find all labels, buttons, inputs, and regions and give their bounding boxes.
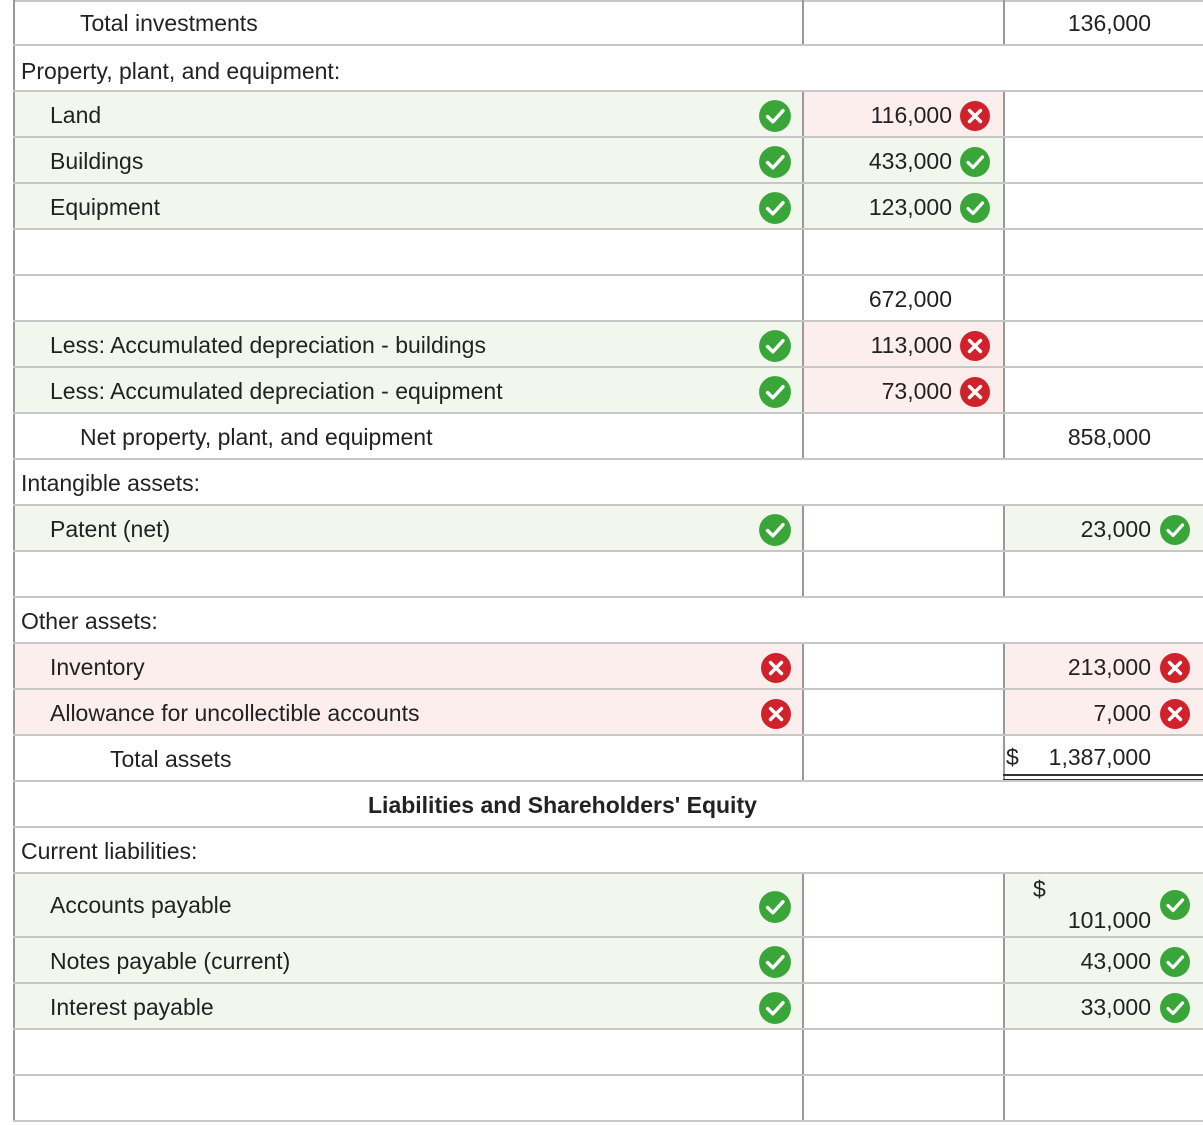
blank-row [13, 1030, 1203, 1076]
patent-total: 23,000 [1080, 516, 1151, 542]
patent-amount-cell[interactable] [802, 506, 1003, 552]
blank-row [13, 230, 1203, 276]
interest-payable-total: 33,000 [1080, 994, 1151, 1020]
blank-label-cell[interactable] [13, 552, 802, 598]
inventory-total: 213,000 [1067, 654, 1151, 680]
total-assets-total: 1,387,000 [1048, 744, 1151, 770]
land-amount: 116,000 [870, 102, 952, 128]
total-rule [1003, 1120, 1203, 1122]
blank-label-cell[interactable] [13, 230, 802, 276]
check-circle-icon [758, 945, 792, 979]
equipment-amount: 123,000 [868, 194, 952, 220]
accounts-payable-row [13, 874, 1203, 938]
x-circle-icon [959, 100, 991, 132]
current-liabilities-header-label: Current liabilities: [21, 838, 198, 864]
total-assets-row [13, 736, 1203, 782]
double-underline-bottom [1003, 779, 1203, 781]
check-circle-icon [959, 146, 991, 178]
interest-payable-row [13, 984, 1203, 1030]
current-liabilities-header-row [13, 828, 1203, 874]
check-circle-icon [758, 329, 792, 363]
blank-total-cell[interactable] [1003, 1030, 1203, 1076]
double-underline-top [1003, 774, 1203, 776]
accounts-payable-total: 101,000 [1067, 907, 1151, 933]
patent-label: Patent (net) [50, 516, 171, 542]
check-circle-icon [758, 991, 792, 1025]
inventory-amount-cell[interactable] [802, 644, 1003, 690]
total-investments-total: 136,000 [1067, 10, 1151, 36]
accounts-payable-currency: $ [1033, 876, 1046, 902]
other-assets-header-row [13, 598, 1203, 644]
inventory-row [13, 644, 1203, 690]
ppe-subtotal-total-cell[interactable] [1003, 276, 1203, 322]
blank-total-cell[interactable] [1003, 1076, 1203, 1122]
intangible-header-label: Intangible assets: [21, 470, 201, 496]
ppe-header-row [13, 46, 1203, 92]
intangible-header-row [13, 460, 1203, 506]
net-ppe-amount-cell[interactable] [802, 414, 1003, 460]
allowance-total: 7,000 [1093, 700, 1151, 726]
check-circle-icon [758, 375, 792, 409]
x-circle-icon [1159, 698, 1191, 730]
accum-dep-equipment-label: Less: Accumulated depreciation - equipment [50, 378, 503, 404]
total-investments-label: Total investments [80, 10, 258, 36]
blank-row [13, 552, 1203, 598]
allowance-amount-cell[interactable] [802, 690, 1003, 736]
blank-total-cell[interactable] [1003, 230, 1203, 276]
total-investments-amount-cell[interactable] [802, 0, 1003, 46]
check-circle-icon [1159, 889, 1191, 921]
accounts-payable-amount-cell[interactable] [802, 874, 1003, 938]
blank-amount-cell[interactable] [802, 552, 1003, 598]
inventory-label: Inventory [50, 654, 145, 680]
x-circle-icon [1159, 652, 1191, 684]
blank-amount-cell[interactable] [802, 1076, 1003, 1122]
blank-total-cell[interactable] [1003, 552, 1203, 598]
allowance-row [13, 690, 1203, 736]
check-circle-icon [758, 145, 792, 179]
land-total-cell[interactable] [1003, 92, 1203, 138]
equipment-label: Equipment [50, 194, 160, 220]
allowance-label: Allowance for uncollectible accounts [50, 700, 420, 726]
ppe-header-label: Property, plant, and equipment: [21, 58, 341, 84]
blank-label-cell[interactable] [13, 1076, 802, 1122]
interest-payable-label: Interest payable [50, 994, 214, 1020]
total-investments-row [13, 0, 1203, 46]
patent-row [13, 506, 1203, 552]
notes-payable-row [13, 938, 1203, 984]
check-circle-icon [758, 513, 792, 547]
ppe-subtotal-row [13, 276, 1203, 322]
total-assets-amount-cell[interactable] [802, 736, 1003, 782]
buildings-label: Buildings [50, 148, 144, 174]
accum-dep-equipment-row [13, 368, 1203, 414]
total-assets-currency: $ [1006, 744, 1019, 770]
check-circle-icon [758, 99, 792, 133]
buildings-row [13, 138, 1203, 184]
ppe-subtotal-amount: 672,000 [868, 286, 952, 312]
total-assets-label: Total assets [110, 746, 232, 772]
net-ppe-label: Net property, plant, and equipment [80, 424, 433, 450]
check-circle-icon [758, 191, 792, 225]
equipment-row [13, 184, 1203, 230]
interest-payable-amount-cell[interactable] [802, 984, 1003, 1030]
net-ppe-total: 858,000 [1067, 424, 1151, 450]
buildings-total-cell[interactable] [1003, 138, 1203, 184]
check-circle-icon [1159, 992, 1191, 1024]
accum-dep-buildings-label: Less: Accumulated depreciation - buildings [50, 332, 486, 358]
x-circle-icon [760, 652, 792, 684]
x-circle-icon [959, 330, 991, 362]
accounts-payable-label: Accounts payable [50, 892, 232, 918]
accum-dep-buildings-row [13, 322, 1203, 368]
blank-label-cell[interactable] [13, 1030, 802, 1076]
other-assets-header-label: Other assets: [21, 608, 158, 634]
accum-dep-buildings-total-cell[interactable] [1003, 322, 1203, 368]
accum-dep-equipment-amount: 73,000 [881, 378, 952, 404]
notes-payable-amount-cell[interactable] [802, 938, 1003, 984]
blank-amount-cell[interactable] [802, 230, 1003, 276]
notes-payable-total: 43,000 [1080, 948, 1151, 974]
liabilities-equity-header: Liabilities and Shareholders' Equity [368, 792, 757, 818]
liabilities-equity-header-row [13, 782, 1203, 828]
check-circle-icon [959, 192, 991, 224]
accum-dep-equipment-total-cell[interactable] [1003, 368, 1203, 414]
buildings-amount: 433,000 [868, 148, 952, 174]
net-ppe-row [13, 414, 1203, 460]
check-circle-icon [1159, 514, 1191, 546]
land-label: Land [50, 102, 102, 128]
x-circle-icon [959, 376, 991, 408]
check-circle-icon [1159, 946, 1191, 978]
notes-payable-label: Notes payable (current) [50, 948, 291, 974]
check-circle-icon [758, 890, 792, 924]
equipment-total-cell[interactable] [1003, 184, 1203, 230]
blank-amount-cell[interactable] [802, 1030, 1003, 1076]
blank-row [13, 1076, 1203, 1122]
accum-dep-buildings-amount: 113,000 [870, 332, 952, 358]
x-circle-icon [760, 698, 792, 730]
land-row [13, 92, 1203, 138]
